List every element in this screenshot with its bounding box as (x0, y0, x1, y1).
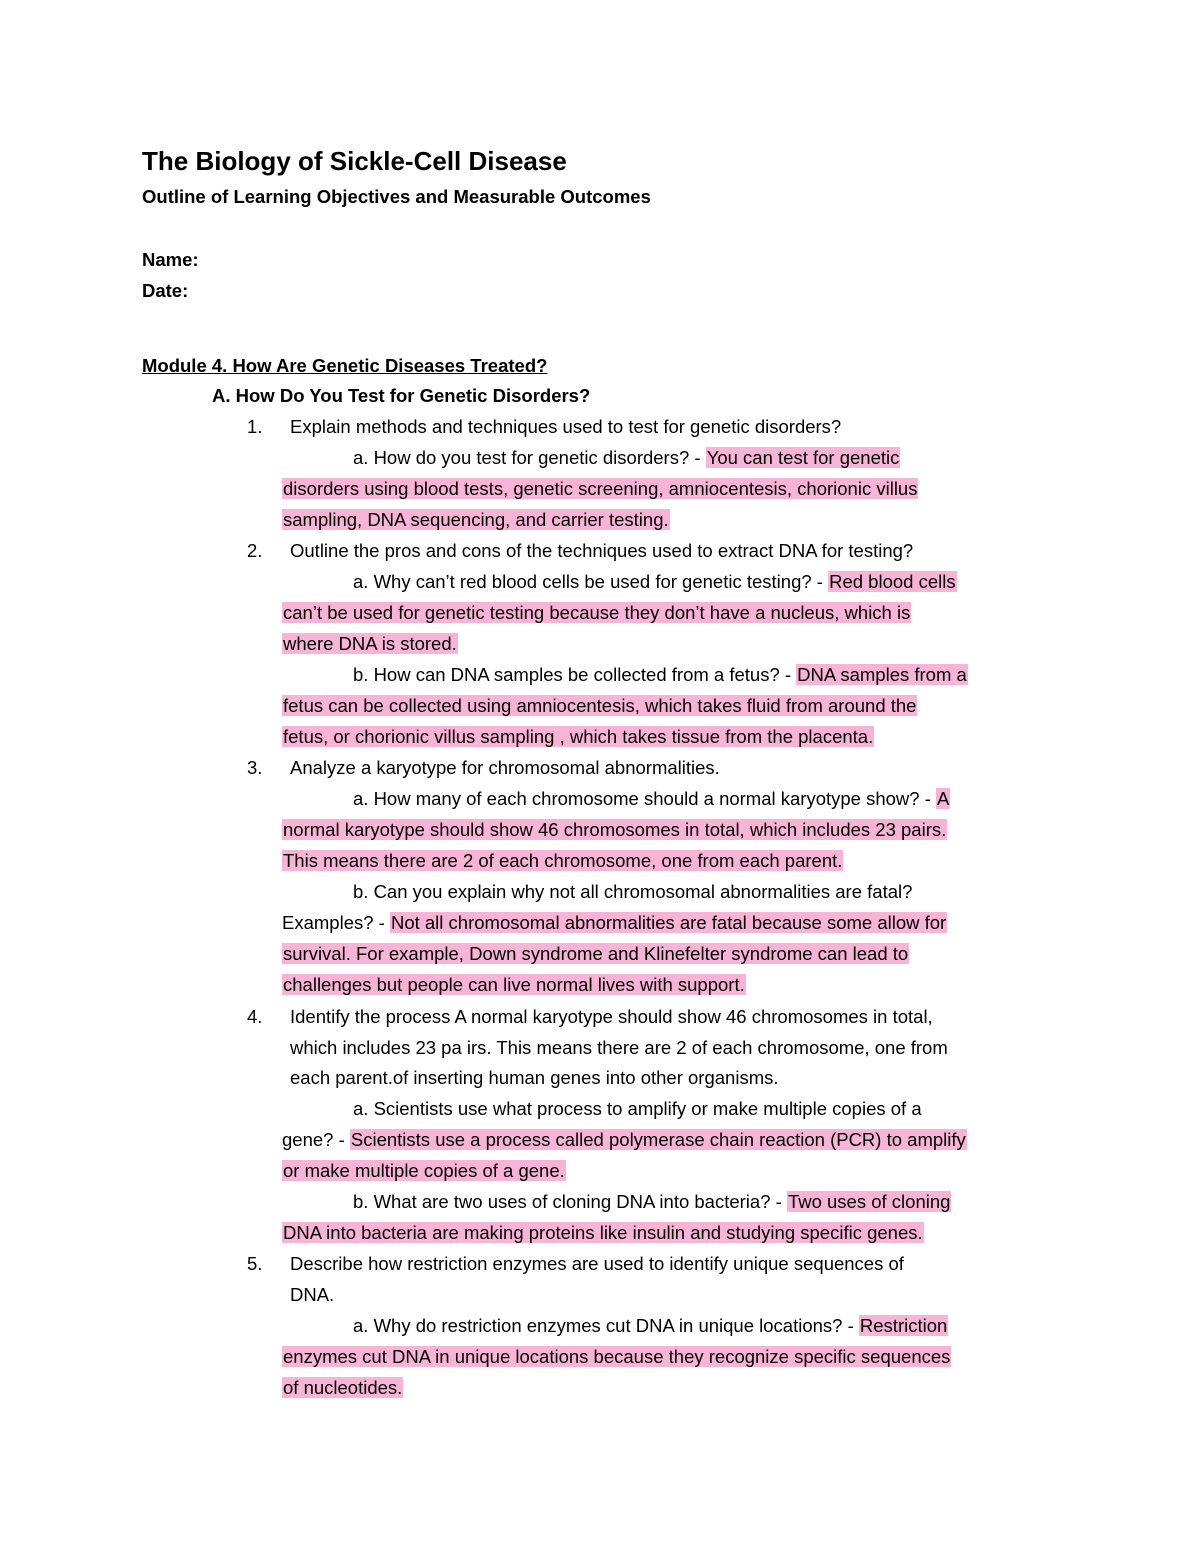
objective-line: DNA. (290, 1284, 335, 1305)
sub-question: a. How many of each chromosome should a normal karyotype show? - A (353, 788, 950, 809)
objective-line: each parent.of inserting human genes into other organisms. (290, 1067, 779, 1088)
objective-line: Explain methods and techniques used to test for genetic disorders? (290, 416, 842, 437)
sub-question-cont: gene? - Scientists use a process called polymerase chain reaction (PCR) to amplify (282, 1129, 966, 1150)
document-subtitle: Outline of Learning Objectives and Measurable Outcomes (142, 186, 651, 207)
module-heading: Module 4. How Are Genetic Diseases Treated? (142, 355, 548, 376)
answer-line (282, 816, 947, 844)
objective-line: Identify the process A normal karyotype should show 46 chromosomes in total, (290, 1006, 933, 1027)
answer-line (282, 1343, 951, 1371)
answer-highlight: challenges but people can live normal lives with support. (283, 974, 745, 995)
answer-highlight: Not all chromosomal abnormalities are fatal because some allow for (390, 912, 947, 933)
sub-question-cont: Examples? - Not all chromosomal abnormalities are fatal because some allow for (282, 912, 947, 933)
objective-line: Outline the pros and cons of the techniques used to extract DNA for testing? (290, 540, 914, 561)
item-number: 5. (247, 1253, 263, 1274)
answer-line (282, 506, 670, 534)
sub-question: a. Why do restriction enzymes cut DNA in unique locations? - Restriction (353, 1315, 948, 1336)
objective-line: Analyze a karyotype for chromosomal abnormalities. (290, 757, 720, 778)
answer-highlight: sampling, DNA sequencing, and carrier testing. (283, 509, 669, 530)
answer-highlight: disorders using blood tests, genetic screening, amniocentesis, chorionic villus (283, 478, 918, 499)
answer-highlight: of nucleotides. (283, 1377, 403, 1398)
answer-highlight: You can test for genetic (706, 447, 900, 468)
answer-line (282, 940, 909, 968)
answer-highlight: normal karyotype should show 46 chromosomes in total, which includes 23 pairs. (283, 819, 947, 840)
name-label: Name: (142, 249, 199, 270)
answer-highlight: enzymes cut DNA in unique locations because they recognize specific sequences (283, 1346, 951, 1367)
answer-highlight: survival. For example, Down syndrome and Klinefelter syndrome can lead to (283, 943, 909, 964)
answer-highlight: A (937, 788, 950, 809)
answer-highlight: Two uses of cloning (787, 1191, 951, 1212)
answer-line (282, 630, 458, 658)
sub-question: a. How do you test for genetic disorders? - You can test for genetic (353, 447, 900, 468)
sub-question: b. How can DNA samples be collected from a fetus? - DNA samples from a (353, 664, 967, 685)
answer-line (282, 971, 746, 999)
answer-highlight: where DNA is stored. (283, 633, 457, 654)
objective-line: Describe how restriction enzymes are used to identify unique sequences of (290, 1253, 904, 1274)
answer-highlight: DNA into bacteria are making proteins like insulin and studying specific genes. (283, 1222, 923, 1243)
sub-question: b. Can you explain why not all chromosomal abnormalities are fatal? (353, 881, 913, 902)
answer-highlight: Red blood cells (829, 571, 956, 592)
answer-highlight: fetus can be collected using amniocentesis, which takes fluid from around the (283, 695, 917, 716)
document-title: The Biology of Sickle-Cell Disease (142, 146, 567, 176)
section-heading: A. How Do You Test for Genetic Disorders? (212, 385, 591, 406)
date-label: Date: (142, 280, 189, 301)
answer-line (282, 847, 843, 875)
sub-question: a. Scientists use what process to amplify or make multiple copies of a (353, 1098, 922, 1119)
answer-line (282, 1157, 566, 1185)
answer-highlight: or make multiple copies of a gene. (283, 1160, 565, 1181)
answer-highlight: DNA samples from a (797, 664, 967, 685)
sub-question: b. What are two uses of cloning DNA into bacteria? - Two uses of cloning (353, 1191, 951, 1212)
sub-question: a. Why can’t red blood cells be used for genetic testing? - Red blood cells (353, 571, 956, 592)
answer-line (282, 475, 918, 503)
answer-highlight: Scientists use a process called polymerase chain reaction (PCR) to amplify (350, 1129, 966, 1150)
item-number: 4. (247, 1006, 263, 1027)
item-number: 2. (247, 540, 263, 561)
item-number: 1. (247, 416, 263, 437)
answer-highlight: This means there are 2 of each chromosome, one from each parent. (283, 850, 843, 871)
answer-line (282, 692, 917, 720)
answer-highlight: can’t be used for genetic testing because they don’t have a nucleus, which is (283, 602, 911, 623)
answer-line (282, 599, 911, 627)
objective-line: which includes 23 pa irs. This means there are 2 of each chromosome, one from (290, 1037, 948, 1058)
answer-highlight: fetus, or chorionic villus sampling , which takes tissue from the placenta. (283, 726, 874, 747)
answer-line (282, 1374, 403, 1402)
answer-line (282, 1219, 924, 1247)
answer-highlight: Restriction (859, 1315, 948, 1336)
answer-line (282, 723, 874, 751)
item-number: 3. (247, 757, 263, 778)
